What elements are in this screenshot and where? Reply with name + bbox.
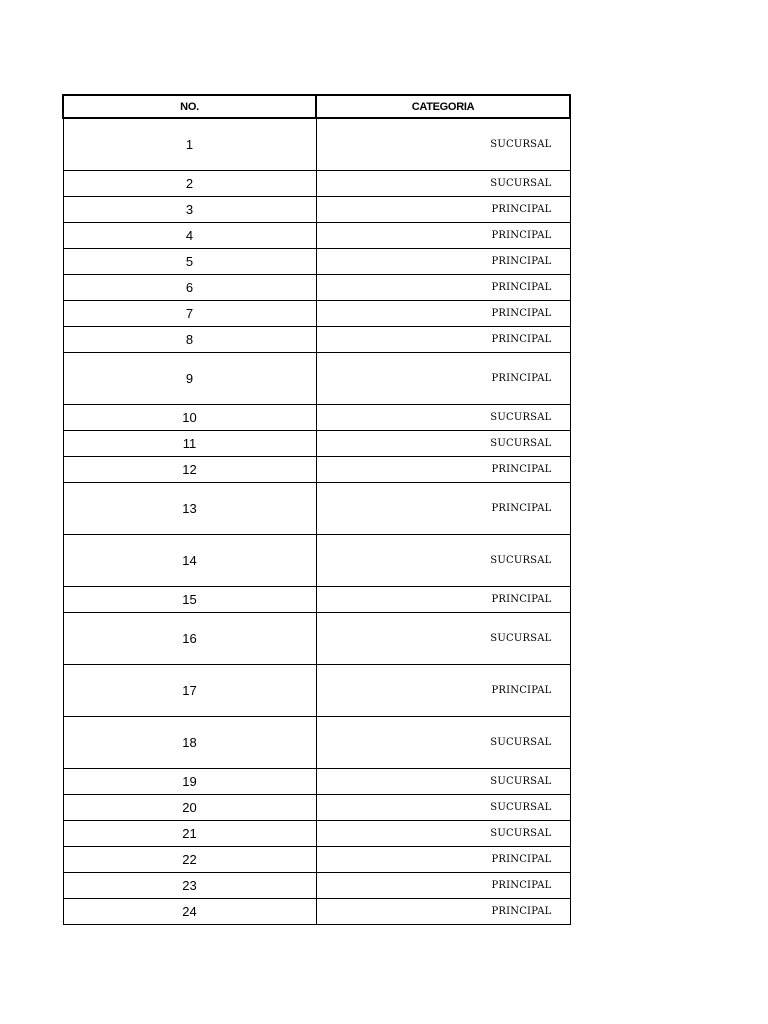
table-row <box>63 587 570 613</box>
categoria-cell: PRINCIPAL <box>316 275 570 301</box>
categoria-cell: PRINCIPAL <box>316 587 570 613</box>
row-number-cell: 11 <box>63 431 316 457</box>
row-number-cell: 24 <box>63 899 316 925</box>
row-number-cell: 14 <box>63 535 316 587</box>
row-number-cell: 9 <box>63 353 316 405</box>
row-number-cell: 15 <box>63 587 316 613</box>
row-number-cell: 21 <box>63 821 316 847</box>
table-row <box>63 405 570 431</box>
categoria-cell: SUCURSAL <box>316 795 570 821</box>
table-row <box>63 795 570 821</box>
table-row <box>63 821 570 847</box>
row-number-cell: 19 <box>63 769 316 795</box>
table-row <box>63 171 570 197</box>
row-number-cell: 12 <box>63 457 316 483</box>
categoria-cell: SUCURSAL <box>316 769 570 795</box>
table-row <box>63 327 570 353</box>
categoria-cell: SUCURSAL <box>316 405 570 431</box>
categoria-cell: PRINCIPAL <box>316 353 570 405</box>
table-row <box>63 431 570 457</box>
categoria-cell: PRINCIPAL <box>316 457 570 483</box>
table-row <box>63 118 570 171</box>
row-number-cell: 1 <box>63 118 316 171</box>
row-number-cell: 20 <box>63 795 316 821</box>
table-row <box>63 353 570 405</box>
row-number-cell: 13 <box>63 483 316 535</box>
row-number-cell: 6 <box>63 275 316 301</box>
categoria-cell: SUCURSAL <box>316 613 570 665</box>
row-number-cell: 2 <box>63 171 316 197</box>
categoria-cell: PRINCIPAL <box>316 327 570 353</box>
categoria-cell: PRINCIPAL <box>316 249 570 275</box>
row-number-cell: 17 <box>63 665 316 717</box>
categoria-cell: SUCURSAL <box>316 717 570 769</box>
category-table <box>62 94 571 925</box>
row-number-cell: 22 <box>63 847 316 873</box>
row-number-cell: 7 <box>63 301 316 327</box>
categoria-cell: PRINCIPAL <box>316 899 570 925</box>
row-number-cell: 4 <box>63 223 316 249</box>
table-row <box>63 223 570 249</box>
row-number-cell: 16 <box>63 613 316 665</box>
row-number-cell: 23 <box>63 873 316 899</box>
table-row <box>63 613 570 665</box>
categoria-cell: PRINCIPAL <box>316 483 570 535</box>
header-row <box>63 95 570 118</box>
table-row <box>63 483 570 535</box>
row-number-cell: 8 <box>63 327 316 353</box>
table-row <box>63 457 570 483</box>
row-number-cell: 10 <box>63 405 316 431</box>
categoria-cell: PRINCIPAL <box>316 847 570 873</box>
table-row <box>63 847 570 873</box>
column-header-categoria: CATEGORIA <box>316 95 570 118</box>
row-number-cell: 5 <box>63 249 316 275</box>
categoria-cell: PRINCIPAL <box>316 665 570 717</box>
categoria-cell: SUCURSAL <box>316 171 570 197</box>
table-body <box>63 118 570 925</box>
table-row <box>63 873 570 899</box>
categoria-cell: SUCURSAL <box>316 118 570 171</box>
categoria-cell: PRINCIPAL <box>316 223 570 249</box>
categoria-cell: SUCURSAL <box>316 535 570 587</box>
table-row <box>63 717 570 769</box>
table-row <box>63 535 570 587</box>
categoria-cell: SUCURSAL <box>316 821 570 847</box>
table-row <box>63 665 570 717</box>
categoria-cell: SUCURSAL <box>316 431 570 457</box>
table-row <box>63 899 570 925</box>
row-number-cell: 3 <box>63 197 316 223</box>
table-row <box>63 197 570 223</box>
table-row <box>63 275 570 301</box>
table-row <box>63 249 570 275</box>
column-header-no: NO. <box>63 95 316 118</box>
categoria-cell: PRINCIPAL <box>316 197 570 223</box>
categoria-cell: PRINCIPAL <box>316 873 570 899</box>
table-row <box>63 301 570 327</box>
row-number-cell: 18 <box>63 717 316 769</box>
categoria-cell: PRINCIPAL <box>316 301 570 327</box>
table-row <box>63 769 570 795</box>
